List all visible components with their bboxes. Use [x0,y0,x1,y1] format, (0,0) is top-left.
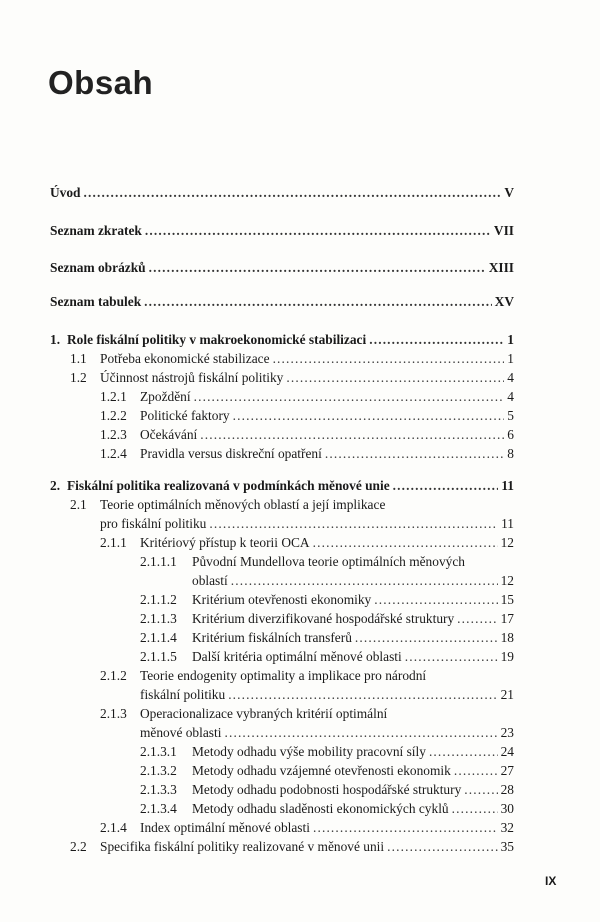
toc-leader-dots [273,349,505,368]
toc-entry [140,780,514,799]
toc-entry [70,368,514,387]
toc-leader-dots [313,818,498,837]
toc-entry [140,571,514,590]
toc-entry-page: 21 [500,687,514,702]
toc-entry-number: 1.2.4 [100,446,127,461]
toc-entry-number: 1.2 [70,370,87,385]
toc-entry [100,818,514,837]
toc-entry-number: 2.2 [70,839,87,854]
toc-entry [50,258,514,277]
toc-entry-page: 1 [507,332,514,347]
toc-entry [140,552,514,571]
toc-entry-title: Teorie endogenity optimality a implikace pro národní [140,668,427,683]
toc-leader-dots [355,628,498,647]
toc-entry-title: oblastí [192,573,228,588]
toc-entry-number: 2.1.1.4 [140,630,177,645]
toc-entry-number: 1.1 [70,351,87,366]
toc-entry-page: 19 [500,649,514,664]
toc-entry-page: 6 [507,427,514,442]
toc-entry-number: 2.1.1.1 [140,554,177,569]
toc-entry-number: 2.1.3.3 [140,782,177,797]
toc-leader-dots [200,425,504,444]
toc-entry-page: XV [494,294,514,309]
toc-entry [140,742,514,761]
toc-entry [140,628,514,647]
toc-leader-dots [405,647,498,666]
toc-entry-number: 2. [50,478,61,493]
toc-entry-page: 28 [500,782,514,797]
toc-entry-page: 12 [500,535,514,550]
toc-entry-page: 24 [500,744,514,759]
toc-entry [50,221,514,240]
toc-entry [100,444,514,463]
toc-entry [50,476,514,495]
toc-entry-page: 17 [500,611,514,626]
toc-entry-page: XIII [488,260,514,275]
toc-entry-page: 35 [500,839,514,854]
toc-entry [100,387,514,406]
toc-entry-page: 30 [500,801,514,816]
toc-entry-title: Kritérium fiskálních transferů [192,630,352,645]
toc-leader-dots [144,292,492,311]
toc-entry-page: 4 [507,389,514,404]
toc-leader-dots [457,609,497,628]
page-number: IX [545,874,557,888]
toc-entry-title: Seznam obrázků [50,260,146,275]
toc-entry-page: 12 [500,573,514,588]
toc-entry-page: 18 [500,630,514,645]
toc-leader-dots [145,221,491,240]
toc-entry [70,349,514,368]
toc-entry-page: 15 [500,592,514,607]
toc-leader-dots [325,444,504,463]
toc-leader-dots [374,590,497,609]
toc-leader-dots [369,330,504,349]
toc-entry-title: Úvod [50,185,81,200]
toc-entry-page: 5 [507,408,514,423]
page-title: Obsah [48,64,154,101]
toc-entry-title: Metody odhadu sladěnosti ekonomických cyklů [192,801,449,816]
toc-entry-title: Kritérium otevřenosti ekonomiky [192,592,372,607]
toc-leader-dots [209,514,498,533]
toc-entry-page: 4 [507,370,514,385]
toc-entry-number: 2.1.4 [100,820,127,835]
toc-leader-dots [452,799,498,818]
toc-entry-number: 2.1.3 [100,706,127,721]
toc-entry [100,685,514,704]
toc-entry-page: 23 [500,725,514,740]
toc-entry-title: Teorie optimálních měnových oblastí a její implikace [100,497,386,512]
toc-entry-title: Metody odhadu vzájemné otevřenosti ekonomik [192,763,451,778]
toc-entry-number: 2.1.2 [100,668,127,683]
toc-entry [100,666,514,685]
toc-entry-title: Potřeba ekonomické stabilizace [100,351,270,366]
toc-entry-number: 2.1.1.2 [140,592,177,607]
toc-leader-dots [454,761,498,780]
toc-entry [100,704,514,723]
toc-entry-title: fiskální politiku [140,687,226,702]
toc-entry-number: 1. [50,332,61,347]
toc-entry-title: Seznam tabulek [50,294,142,309]
toc-entry-title: Kritériový přístup k teorii OCA [140,535,310,550]
toc-leader-dots [231,571,498,590]
toc-entry-title: Operacionalizace vybraných kritérií optimální [140,706,388,721]
toc-entry-title: Zpoždění [140,389,191,404]
toc-entry [70,514,514,533]
toc-entry-title: pro fiskální politiku [100,516,207,531]
toc-entry-title: Kritérium diverzifikované hospodářské struktury [192,611,455,626]
toc-entry-page: 1 [507,351,514,366]
toc-entry [100,406,514,425]
toc-entry-number: 2.1.1.5 [140,649,177,664]
toc-entry-title: Fiskální politika realizovaná v podmínkách měnové unie [67,478,390,493]
toc-entry-number: 2.1.3.1 [140,744,177,759]
toc-entry [50,330,514,349]
toc-leader-dots [429,742,498,761]
toc-entry-number: 2.1.3.2 [140,763,177,778]
toc-leader-dots [224,723,497,742]
toc-entry-page: 8 [507,446,514,461]
toc-entry [100,533,514,552]
toc-entry-page: 11 [501,478,514,493]
toc-entry-number: 2.1 [70,497,87,512]
toc-entry [140,590,514,609]
toc-entry [140,647,514,666]
toc-entry-title: Pravidla versus diskreční opatření [140,446,322,461]
toc-entry-number: 1.2.1 [100,389,127,404]
toc-entry-title: Účinnost nástrojů fiskální politiky [100,370,284,385]
toc-entry-page: 27 [500,763,514,778]
toc-entry-title: měnové oblasti [140,725,222,740]
toc-entry-number: 1.2.3 [100,427,127,442]
toc-entry [140,761,514,780]
toc-entry-page: 11 [501,516,514,531]
toc-leader-dots [387,837,498,856]
toc-leader-dots [149,258,486,277]
toc-entry-number: 1.2.2 [100,408,127,423]
toc-entry-title: Politické faktory [140,408,230,423]
toc-leader-dots [464,780,497,799]
toc-entry-title: Původní Mundellova teorie optimálních měnových [192,554,465,569]
toc-entry [50,183,514,202]
toc-entry-number: 2.1.3.4 [140,801,177,816]
toc-entry-page: VII [493,223,514,238]
toc-entry-number: 2.1.1.3 [140,611,177,626]
toc-leader-dots [286,368,504,387]
toc-entry [140,609,514,628]
toc-entry [50,292,514,311]
toc-leader-dots [84,183,502,202]
toc-entry-page: V [504,185,514,200]
toc-entry [70,837,514,856]
toc-entry-title: Metody odhadu výše mobility pracovní síly [192,744,426,759]
toc-entry-number: 2.1.1 [100,535,127,550]
toc-entry-title: Další kritéria optimální měnové oblasti [192,649,402,664]
toc-entry [140,799,514,818]
toc-entry [100,723,514,742]
toc-entry-title: Metody odhadu podobnosti hospodářské struktury [192,782,462,797]
toc-leader-dots [194,387,505,406]
toc-entry-title: Role fiskální politiky v makroekonomické stabilizaci [67,332,367,347]
toc-entry-page: 32 [500,820,514,835]
toc-leader-dots [233,406,505,425]
toc-entry [70,495,514,514]
toc-entry-title: Očekávání [140,427,198,442]
toc-entry-title: Specifika fiskální politiky realizované v měnové unii [100,839,385,854]
toc-leader-dots [313,533,498,552]
toc-entry-title: Seznam zkratek [50,223,142,238]
toc-leader-dots [393,476,499,495]
toc-leader-dots [228,685,497,704]
toc-entry [100,425,514,444]
toc-entry-title: Index optimální měnové oblasti [140,820,310,835]
